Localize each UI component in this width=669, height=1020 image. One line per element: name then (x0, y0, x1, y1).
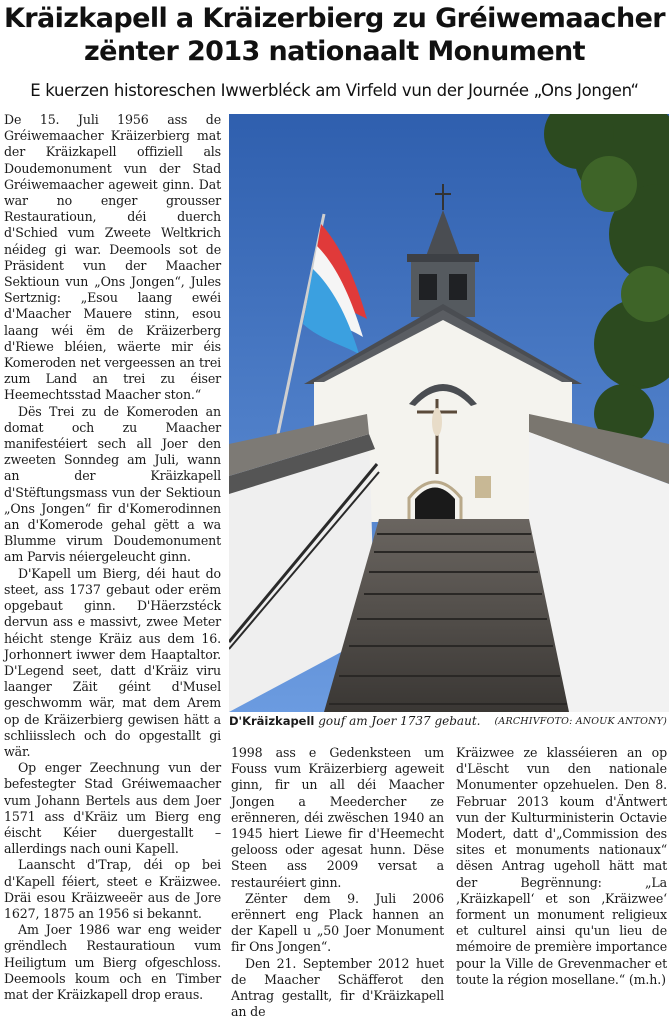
subheadline: E kuerzen historeschen Iwwerbléck am Virfeld vun der Journée „Ons Jongen“ (30, 81, 639, 100)
photo-caption-row (229, 714, 669, 732)
paragraph: 1998 ass e Gedenksteen um Fouss vum Kräizerbierg ageweit ginn, fir un all déi Maacher Jongen a Meedercher ze erënneren, déi zwëschen 1940 an 1945 hiert Liewe fir d'Heemecht gelooss oder agesat hunn. Dëse Steen ass 2009 versat a restauréiert ginn. (231, 745, 444, 890)
photo-caption (229, 714, 480, 728)
paragraph: D'Kapell um Bierg, déi haut do steet, ass 1737 gebaut oder erëm opgebaut ginn. D'Häerzstéck dervun ass e massivt, zwee Meter héicht stenge Kräiz aus dem 16. Jorhonnert iwwer dem Haaptaltor. D'Legend seet, datt d'Kräiz viru laanger Zäit géint d'Musel geschwomm wär, mat dem Arem op de Kräizerbierg gewisen hätt a schliisslech och do opgestallt gi wär. (4, 565, 221, 759)
paragraph: Den 21. September 2012 huet de Maacher Schäfferot den Antrag gestallt, fir d'Kräizkapell an de (231, 955, 444, 1020)
chapel-photo (229, 114, 669, 712)
headline-line-1: Kräizkapell a Kräizerbierg zu Gréiwemaacher (3, 3, 666, 34)
paragraph: Dës Trei zu de Komeroden an domat och zu Maacher manifestéiert sech all Joer den zweeten Sonndeg am Juli, wann an der Kräizkapell d'Stëftungsmass vun der Sektioun „Ons Jongen“ fir d'Komerodinnen an d'Komerode gehal gëtt a wa Blumme virum Doudemonument am Parvis néiergeleucht ginn. (4, 403, 221, 565)
paragraph: Laanscht d'Trap, déi op bei d'Kapell féiert, steet e Kräizwee. Dräi esou Kräizweeër aus de Jore 1627, 1875 an 1956 si bekannt. (4, 857, 221, 921)
paragraph: Kräizwee ze klasséieren an op d'Lëscht vun den nationale Monumenter opzehuelen. Den 8. Februar 2013 koum d'Äntwert vun der Kulturministerin Octavie Modert, datt d'„Commission des sites et monuments nationaux“ dësen Antrag ugeholl hätt mat der Begrënnung: „La ‚Kräizkapell‘ et son ‚Kräizwee‘ forment un monument religieux et culturel ainsi qu'un lieu de mémoire de première importance pour la Ville de Grevenmacher et toute la région mosellane.“ (m.h.) (456, 745, 667, 987)
article-column-2 (231, 745, 444, 1020)
paragraph: De 15. Juli 1956 ass de Gréiwemaacher Kräizerbierg mat der Kräizkapell offiziell als Doudemonument vun der Stad Gréiwemaacher ageweit ginn. Dat war no enger grousser Restauratioun, déi duerch d'Schied vum Zweete Weltkrich néideg gi war. Deemools sot de Präsident vun der Maacher Sektioun vun „Ons Jongen“, Jules Sertznig: „Esou laang ewéi d'Maacher Mauere stinn, esou laang wéi ëm de Kräizerberg d'Riewe bléien, wäerte mir éis Komeroden net vergeessen an trei zum Land an trei zu éiser Heemechtsstad Maacher ston.“ (4, 112, 221, 403)
headline-line-2: zënter 2013 nationaalt Monument (84, 36, 585, 67)
paragraph: Op enger Zeechnung vun der befestegter Stad Gréiwemaacher vum Johann Bertels aus dem Joer 1571 ass d'Kräiz um Bierg eng éischt Kéier duergestallt – allerdings nach ouni Kapell. (4, 760, 221, 857)
article-column-1 (4, 112, 221, 1003)
paragraph: Am Joer 1986 war eng weider grëndlech Restauratioun vum Heiligtum um Bierg ofgeschloss. Deemools koum och en Timber mat der Kräizkapell drop eraus. (4, 922, 221, 1002)
caption-text: gouf am Joer 1737 gebaut. (314, 714, 481, 728)
headline (0, 2, 669, 68)
article-column-3 (456, 745, 667, 988)
caption-bold: D'Kräizkapell (229, 714, 315, 728)
paragraph: Zënter dem 9. Juli 2006 erënnert eng Plack hannen an der Kapell u „50 Joer Monument fir Ons Jongen“. (231, 890, 444, 955)
photo-credit: (ARCHIVFOTO: ANOUK ANTONY) (494, 716, 667, 727)
